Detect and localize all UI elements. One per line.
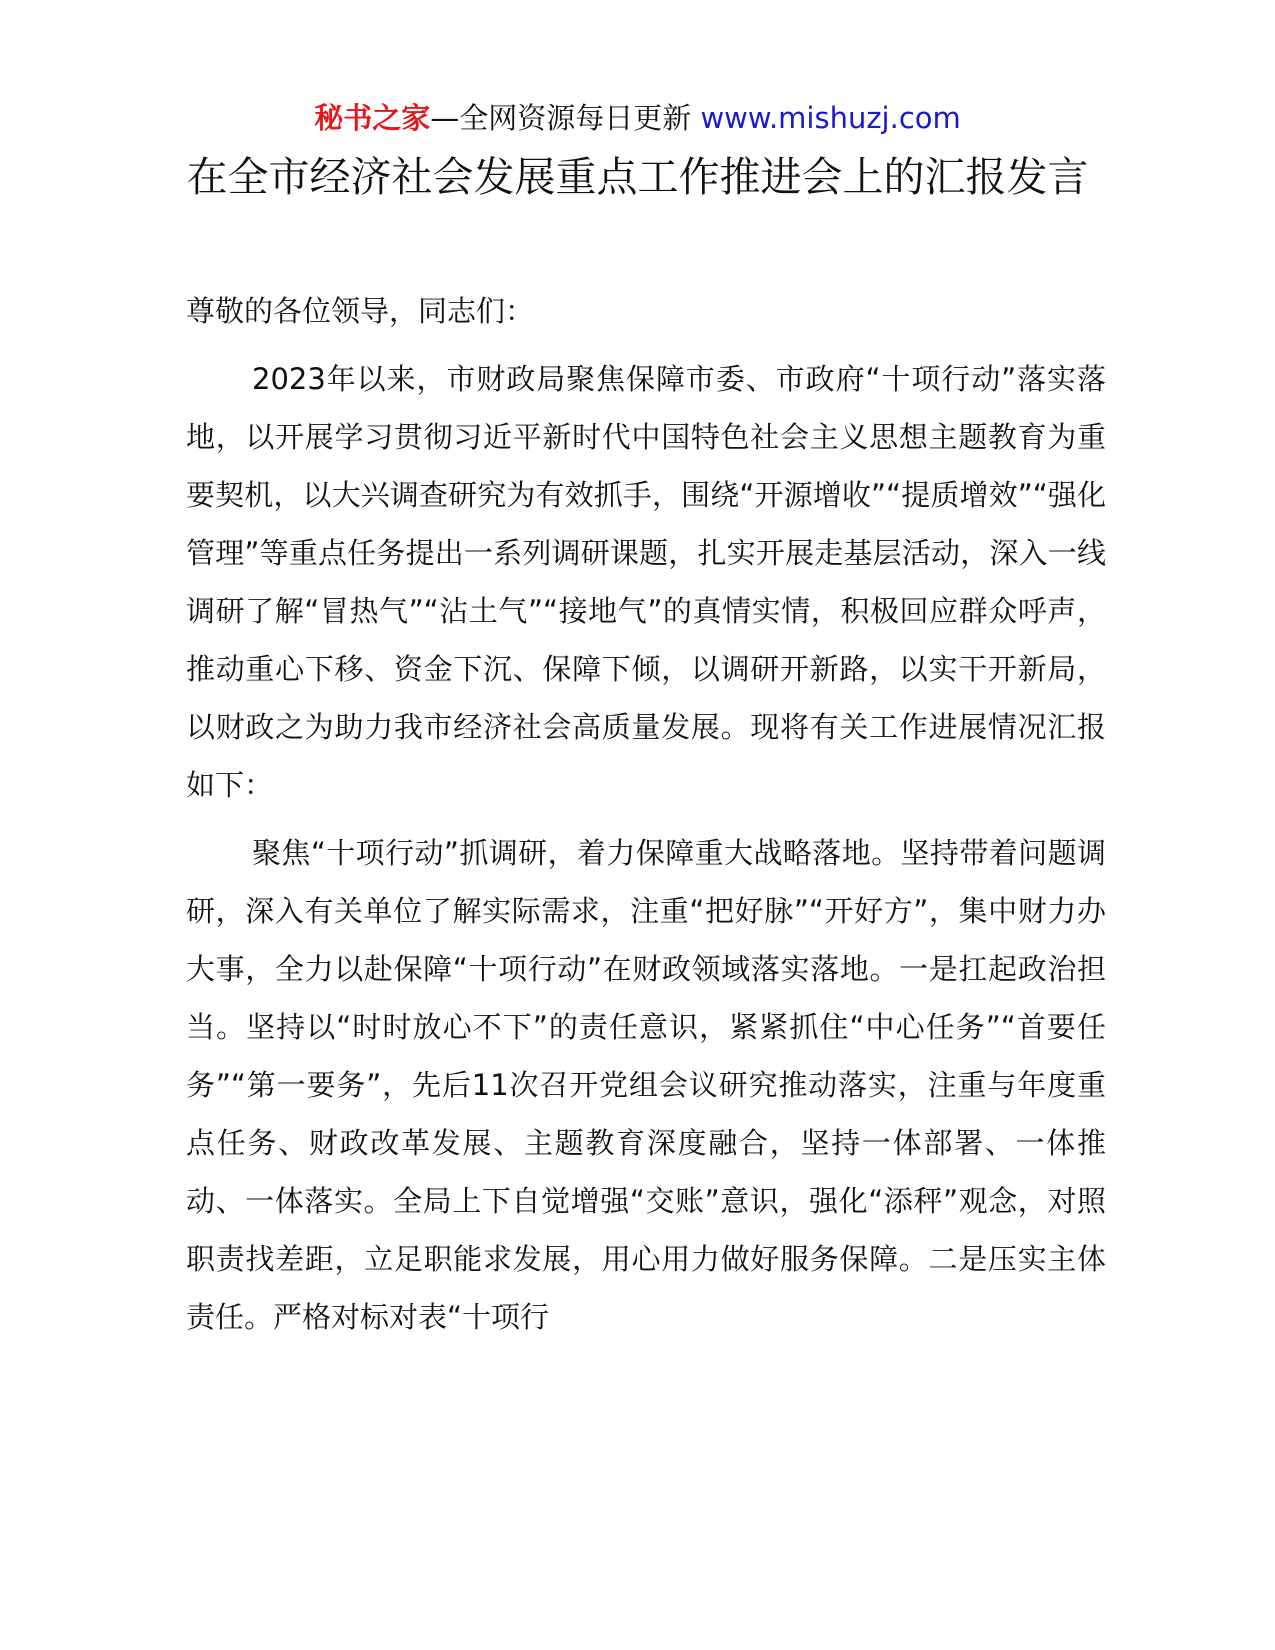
salutation: 尊敬的各位领导，同志们： [186,294,535,328]
header-tagline: —全网资源每日更新 [430,101,692,135]
document-body [186,282,1106,1356]
paragraph-1: 2023年以来，市财政局聚焦保障市委、市政府“十项行动”落实落地，以开展学习贯彻习近平新时代中国特色社会主义思想主题教育为重要契机，以大兴调查研究为有效抓手，围绕“开源增收”“提质增效”“强化管理”等重点任务提出一系列调研课题，扎实开展走基层活动，深入一线调研了解“冒热气”“沾土气”“接地气”的真情实情，积极回应群众呼声，推动重心下移、资金下沉、保障下倾，以调研开新路，以实干开新局，以财政之为助力我市经济社会高质量发展。现将有关工作进展情况汇报如下： [186,362,1106,802]
document-title: 在全市经济社会发展重点工作推进会上的汇报发言 [186,153,1089,201]
paragraph-2: 聚焦“十项行动”抓调研，着力保障重大战略落地。坚持带着问题调研，深入有关单位了解实际需求，注重“把好脉”“开好方”，集中财力办大事，全力以赴保障“十项行动”在财政领域落实落地。一是扛起政治担当。坚持以“时时放心不下”的责任意识，紧紧抓住“中心任务”“首要任务”“第一要务”，先后11次召开党组会议研究推动落实，注重与年度重点任务、财政改革发展、主题教育深度融合，坚持一体部署、一体推动、一体落实。全局上下自觉增强“交账”意识，强化“添秤”观念，对照职责找差距，立足职能求发展，用心用力做好服务保障。二是压实主体责任。严格对标对表“十项行 [186,836,1106,1334]
site-url-link[interactable]: www.mishuzj.com [700,101,961,135]
brand-name: 秘书之家 [314,101,431,135]
site-header [0,98,1275,138]
